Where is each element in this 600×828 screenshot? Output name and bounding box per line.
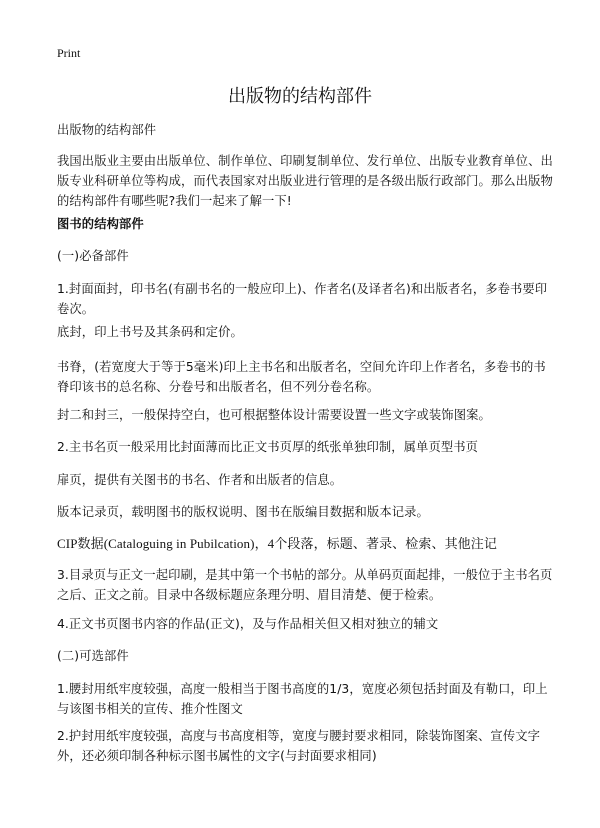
paragraph-edition-record: 版本记录页，载明图书的版权说明、图书在版编目数据和版本记录。 xyxy=(57,505,429,519)
paragraph-flyleaf: 扉页，提供有关图书的书名、作者和出版者的信息。 xyxy=(57,473,343,487)
subheading-optional: (二)可选部件 xyxy=(57,649,129,663)
subtitle: 出版物的结构部件 xyxy=(57,123,157,137)
print-label: Print xyxy=(57,46,81,60)
paragraph-contents-page: 3.目录页与正文一起印刷，是其中第一个书帖的部分。从单码页面起排，一般位于主书名页之后、正文之前。目录中各级标题应条理分明、眉目清楚、便于检索。 xyxy=(57,568,553,602)
paragraph-body-pages: 4.正文书页图书内容的作品(正文)，及与作品相关但又相对独立的辅文 xyxy=(57,617,439,631)
paragraph-dust-jacket: 2.护封用纸牢度较强，高度与书高度相等，宽度与腰封要求相同，除装饰图案、宣传文字外，还必须印制各种标示图书属性的文字(与封面要求相同) xyxy=(57,729,541,763)
paragraph-cover: 1.封面面封，印书名(有副书名的一般应印上)、作者名(及译者名)和出版者名，多卷书要印卷次。 xyxy=(57,282,548,316)
section-heading: 图书的结构部件 xyxy=(57,217,144,231)
paragraph-inner-covers: 封二和封三，一般保持空白，也可根据整体设计需要设置一些文字或装饰图案。 xyxy=(57,408,491,422)
paragraph-back-cover: 底封，印上书号及其条码和定价。 xyxy=(57,325,243,339)
paragraph-spine: 书脊，(若宽度大于等于5毫米)印上主书名和出版者名，空间允许印上作者名，多卷书的书脊印该书的总名称、分卷号和出版者名，但不列分卷名称。 xyxy=(57,360,546,394)
subheading-required: (一)必备部件 xyxy=(57,249,129,263)
paragraph-cip-data: CIP数据(Cataloguing in Pubilcation)，4个段落，标题、著录、检索、其他注记 xyxy=(57,536,497,551)
paragraph-belly-band: 1.腰封用纸牢度较强，高度一般相当于图书高度的1/3，宽度必须包括封面及有勒口，印上与该图书相关的宣传、推介性图文 xyxy=(57,682,548,716)
paragraph-title-page: 2.主书名页一般采用比封面薄而比正文书页厚的纸张单独印制，属单页型书页 xyxy=(57,440,479,454)
page-title: 出版物的结构部件 xyxy=(228,86,372,107)
intro-paragraph: 我国出版业主要由出版单位、制作单位、印刷复制单位、发行单位、出版专业教育单位、出版专业科研单位等构成，而代表国家对出版业进行管理的是各级出版行政部门。那么出版物的结构部件有哪些呢?我们一起来了解一下! xyxy=(57,154,553,208)
